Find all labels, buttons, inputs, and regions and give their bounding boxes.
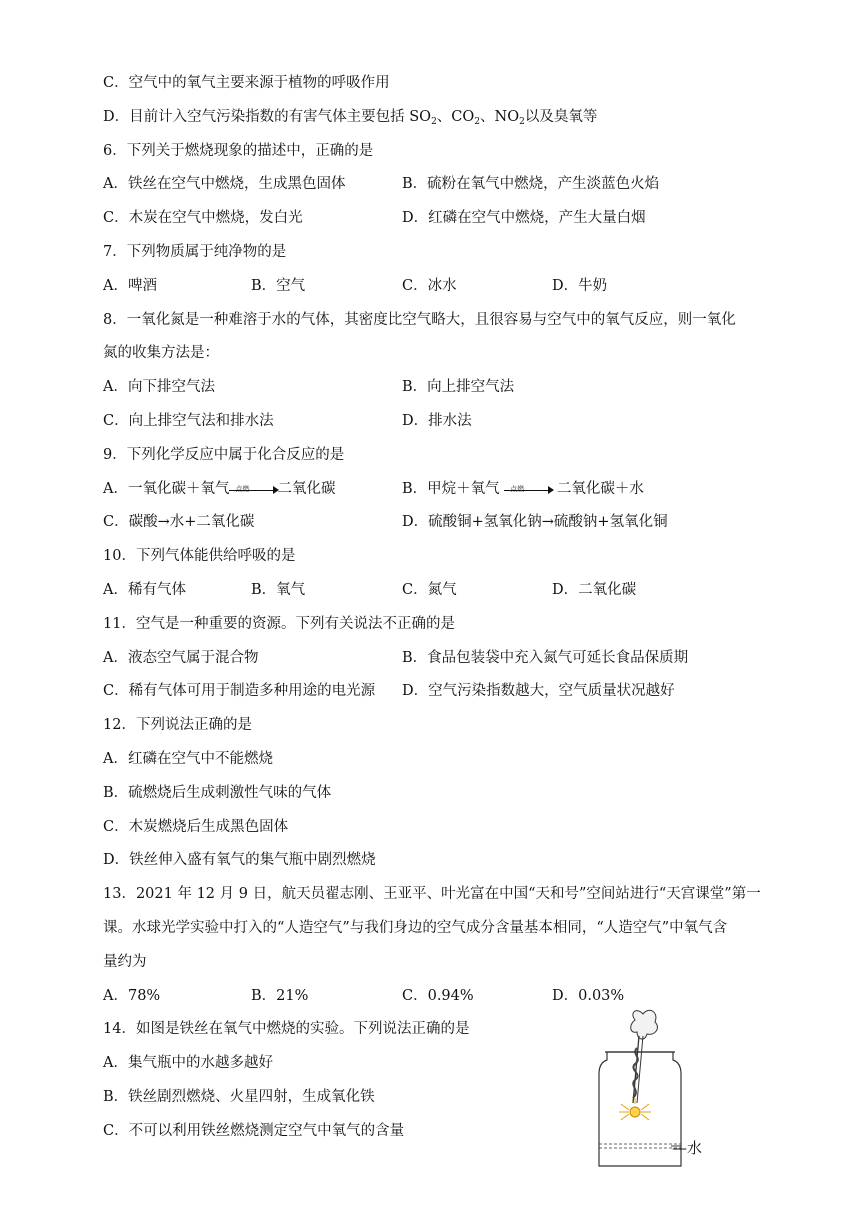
q5-option-c: C．空气中的氧气主要来源于植物的呼吸作用 (103, 75, 390, 91)
q6-option-c: C．木炭在空气中燃烧，发白光 (103, 210, 303, 226)
q9-option-b: B．甲烷＋氧气 点燃 二氧化碳＋水 (402, 481, 644, 497)
q10-option-c: C．氮气 (402, 582, 457, 598)
q9-option-c: C．碳酸→水+二氧化碳 (103, 514, 255, 530)
q6-option-b: B．硫粉在氧气中燃烧，产生淡蓝色火焰 (402, 176, 660, 192)
q10-option-d: D．二氧化碳 (552, 582, 637, 598)
q7-option-a: A．啤酒 (103, 278, 157, 294)
q8-option-d: D．排水法 (402, 413, 472, 429)
q8-stem-line2: 氮的收集方法是： (103, 345, 219, 361)
q7-option-c: C．冰水 (402, 278, 457, 294)
q13-option-c: C．0.94% (402, 988, 474, 1004)
q6-option-d: D．红磷在空气中燃烧，产生大量白烟 (402, 210, 646, 226)
q10-option-a: A．稀有气体 (103, 582, 186, 598)
q13-stem-line2: 课。水球光学实验中打入的“人造空气”与我们身边的空气成分含量基本相同，“人造空气”中氧气含 (103, 920, 728, 936)
q12-option-b: B．硫燃烧后生成刺激性气味的气体 (103, 785, 332, 801)
q11-option-a: A．液态空气属于混合物 (103, 650, 259, 666)
q12-option-a: A．红磷在空气中不能燃烧 (103, 751, 273, 767)
q13-stem-line1: 13．2021 年 12 月 9 日，航天员翟志刚、王亚平、叶光富在中国“天和号”空间站进行“天宫课堂”第一 (103, 886, 761, 902)
reaction-arrow-icon: 点燃 (229, 481, 277, 497)
q14-option-a: A．集气瓶中的水越多越好 (103, 1055, 273, 1071)
water-label: —水 (672, 1139, 703, 1157)
q7-option-b: B．空气 (251, 278, 306, 294)
q11-stem: 11．空气是一种重要的资源。下列有关说法不正确的是 (103, 616, 455, 632)
reaction-arrow-icon: 点燃 (504, 481, 552, 497)
q9-option-a: A．一氧化碳＋氧气 点燃 二氧化碳 (103, 481, 336, 497)
q8-option-b: B．向上排空气法 (402, 379, 515, 395)
q8-option-a: A．向下排空气法 (103, 379, 215, 395)
q13-option-b: B．21% (251, 988, 309, 1004)
q10-option-b: B．氧气 (251, 582, 306, 598)
q12-stem: 12．下列说法正确的是 (103, 717, 252, 733)
q9-option-d: D．硫酸铜+氢氧化钠→硫酸钠+氢氧化铜 (402, 514, 668, 530)
q9-stem: 9．下列化学反应中属于化合反应的是 (103, 447, 345, 463)
q8-option-c: C．向上排空气法和排水法 (103, 413, 274, 429)
q14-option-c: C．不可以利用铁丝燃烧测定空气中氧气的含量 (103, 1123, 405, 1139)
q13-option-a: A．78% (103, 988, 161, 1004)
q6-option-a: A．铁丝在空气中燃烧，生成黑色固体 (103, 176, 346, 192)
q11-option-b: B．食品包装袋中充入氮气可延长食品保质期 (402, 650, 689, 666)
q6-stem: 6．下列关于燃烧现象的描述中，正确的是 (103, 143, 374, 159)
q7-stem: 7．下列物质属于纯净物的是 (103, 244, 287, 260)
q11-option-d: D．空气污染指数越大，空气质量状况越好 (402, 683, 675, 699)
q14-stem: 14．如图是铁丝在氧气中燃烧的实验。下列说法正确的是 (103, 1021, 470, 1037)
q5-option-d: D．目前计入空气污染指数的有害气体主要包括 $SO_2$、$CO_2$、$NO_2$以及臭氧等 (103, 109, 598, 127)
q13-stem-line3: 量约为 (103, 954, 147, 970)
q12-option-c: C．木炭燃烧后生成黑色固体 (103, 819, 289, 835)
q11-option-c: C．稀有气体可用于制造多种用途的电光源 (103, 683, 376, 699)
q10-stem: 10．下列气体能供给呼吸的是 (103, 548, 296, 564)
q14-option-b: B．铁丝剧烈燃烧、火星四射，生成氧化铁 (103, 1089, 375, 1105)
q13-option-d: D．0.03% (552, 988, 625, 1004)
q12-option-d: D．铁丝伸入盛有氧气的集气瓶中剧烈燃烧 (103, 852, 376, 868)
q7-option-d: D．牛奶 (552, 278, 608, 294)
q8-stem-line1: 8．一氧化氮是一种难溶于水的气体，其密度比空气略大，且很容易与空气中的氧气反应，则一氧化 (103, 312, 736, 328)
